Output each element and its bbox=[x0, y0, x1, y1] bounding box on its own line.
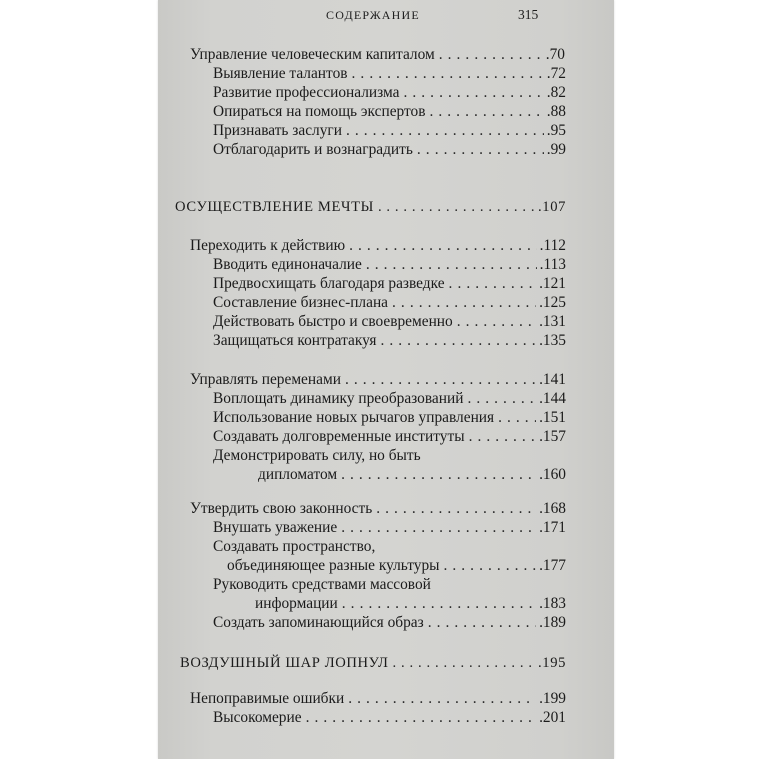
page-number: 315 bbox=[518, 7, 539, 22]
toc-entry bbox=[227, 556, 566, 576]
leader-dots bbox=[469, 427, 537, 447]
toc-entry bbox=[213, 293, 566, 313]
toc-entry bbox=[213, 102, 566, 122]
toc-entry-page: .125 bbox=[539, 294, 566, 311]
toc-entry-page: .157 bbox=[539, 428, 566, 445]
toc-entry-page: .189 bbox=[539, 614, 566, 631]
leader-dots bbox=[439, 45, 543, 65]
toc-entry-label: Высокомерие bbox=[213, 709, 302, 726]
toc-entry-label: Развитие профессионализма bbox=[213, 84, 400, 101]
leader-dots bbox=[306, 708, 536, 728]
leader-dots bbox=[428, 613, 536, 633]
toc-entry-label: Действовать быстро и своевременно bbox=[213, 313, 453, 330]
toc-entry-label: Воплощать динамику преобразований bbox=[213, 390, 464, 407]
toc-entry-page: .135 bbox=[539, 332, 566, 349]
leader-dots bbox=[366, 255, 537, 275]
toc-entry-label-first-line: Руководить средствами массовой bbox=[213, 576, 431, 593]
leader-dots bbox=[345, 370, 536, 390]
toc-section-heading bbox=[175, 197, 566, 217]
toc-entry-page: .95 bbox=[546, 122, 566, 139]
leader-dots bbox=[457, 312, 536, 332]
toc-entry-page: .151 bbox=[539, 409, 566, 426]
toc-entry-label: Опираться на помощь экспертов bbox=[213, 103, 426, 120]
toc-entry-label-first-line: Создавать пространство, bbox=[213, 538, 376, 555]
toc-entry-page: .195 bbox=[538, 655, 566, 671]
toc-entry bbox=[190, 370, 566, 390]
toc-entry-page: .112 bbox=[539, 237, 566, 254]
toc-entry-label: Отблагодарить и вознаградить bbox=[213, 141, 413, 158]
leader-dots bbox=[430, 102, 544, 122]
toc-entry-page: .82 bbox=[546, 84, 566, 101]
toc-entry bbox=[190, 45, 565, 65]
toc-entry-page: .171 bbox=[539, 519, 566, 536]
toc-entry bbox=[213, 331, 566, 351]
leader-dots bbox=[392, 293, 536, 313]
toc-entry-page: .177 bbox=[539, 557, 566, 574]
toc-entry bbox=[213, 427, 566, 447]
toc-entry-page: .99 bbox=[546, 141, 566, 158]
leader-dots bbox=[380, 331, 536, 351]
leader-dots bbox=[443, 556, 536, 576]
toc-entry bbox=[213, 121, 566, 141]
toc-entry-page: .183 bbox=[539, 595, 566, 612]
toc-entry-label: ВОЗДУШНЫЙ ШАР ЛОПНУЛ bbox=[180, 655, 389, 671]
toc-entry-label: Утвердить свою законность bbox=[190, 500, 373, 517]
toc-entry-label: объединяющее разные культуры bbox=[227, 557, 440, 574]
leader-dots bbox=[498, 408, 536, 428]
toc-entry bbox=[213, 312, 566, 332]
toc-entry-page: .107 bbox=[538, 199, 566, 215]
toc-entry bbox=[213, 83, 566, 103]
toc-entry-page: .168 bbox=[539, 500, 566, 517]
toc-entry-page: .141 bbox=[539, 371, 566, 388]
running-head bbox=[158, 8, 614, 28]
toc-entry-page: .70 bbox=[545, 46, 565, 63]
toc-entry-page: .121 bbox=[539, 275, 566, 292]
toc-entry bbox=[213, 389, 566, 409]
leader-dots bbox=[352, 64, 544, 84]
toc-section-heading bbox=[180, 653, 566, 673]
toc-entry bbox=[213, 274, 566, 294]
leader-dots bbox=[349, 236, 537, 256]
running-head-title: СОДЕРЖАНИЕ bbox=[326, 8, 420, 22]
toc-entry bbox=[213, 255, 566, 275]
toc-entry-label: дипломатом bbox=[258, 466, 338, 483]
toc-entry-page: .144 bbox=[539, 390, 566, 407]
toc-entry bbox=[213, 708, 566, 728]
leader-dots bbox=[417, 140, 544, 160]
toc-entry bbox=[190, 499, 566, 519]
toc-entry bbox=[255, 594, 566, 614]
leader-dots bbox=[378, 197, 535, 217]
toc-entry-page: .131 bbox=[539, 313, 566, 330]
leader-dots bbox=[341, 518, 536, 538]
toc-entry-label: Управлять переменами bbox=[190, 371, 341, 388]
toc-entry-label: Непоправимые ошибки bbox=[190, 690, 345, 707]
toc-entry-page: .113 bbox=[539, 256, 566, 273]
toc-entry-label: ОСУЩЕСТВЛЕНИЕ МЕЧТЫ bbox=[175, 199, 374, 215]
leader-dots bbox=[341, 465, 536, 485]
toc-entry bbox=[213, 613, 566, 633]
toc-entry-label: Создавать долговременные институты bbox=[213, 428, 465, 445]
toc-entry-label: Предвосхищать благодаря разведке bbox=[213, 275, 445, 292]
leader-dots bbox=[376, 499, 536, 519]
toc-entry-page: .88 bbox=[546, 103, 566, 120]
toc-entry-label: Составление бизнес-плана bbox=[213, 294, 389, 311]
toc-entry-label: Признавать заслуги bbox=[213, 122, 342, 139]
toc-entry bbox=[213, 408, 566, 428]
leader-dots bbox=[392, 653, 535, 673]
toc-entry-label: Использование новых рычагов управления bbox=[213, 409, 495, 426]
toc-entry-label: Защищаться контратакуя bbox=[213, 332, 377, 349]
toc-entry bbox=[213, 64, 566, 84]
toc-entry-page: .72 bbox=[546, 65, 566, 82]
toc-entry bbox=[213, 140, 566, 160]
toc-entry-page: .160 bbox=[539, 466, 566, 483]
leader-dots bbox=[346, 121, 544, 141]
toc-entry-label: Управление человеческим капиталом bbox=[190, 46, 435, 63]
toc-entry-page: .199 bbox=[539, 690, 566, 707]
leader-dots bbox=[403, 83, 543, 103]
toc-entry-label: Вводить единоначалие bbox=[213, 256, 362, 273]
toc-entry-label: Выявление талантов bbox=[213, 65, 348, 82]
toc-entry bbox=[190, 236, 566, 256]
leader-dots bbox=[449, 274, 537, 294]
toc-entry-page: .201 bbox=[539, 709, 566, 726]
toc-entry-label: информации bbox=[255, 595, 338, 612]
toc-entry-label: Внушать уважение bbox=[213, 519, 338, 536]
toc-entry-label-first-line: Демонстрировать силу, но быть bbox=[213, 447, 421, 464]
book-page bbox=[158, 0, 614, 759]
toc-entry-label: Переходить к действию bbox=[190, 237, 346, 254]
leader-dots bbox=[348, 689, 536, 709]
toc-entry bbox=[258, 465, 566, 485]
toc-entry bbox=[213, 518, 566, 538]
leader-dots bbox=[342, 594, 536, 614]
toc-entry-label: Создать запоминающийся образ bbox=[213, 614, 424, 631]
toc-entry bbox=[190, 689, 566, 709]
leader-dots bbox=[467, 389, 536, 409]
